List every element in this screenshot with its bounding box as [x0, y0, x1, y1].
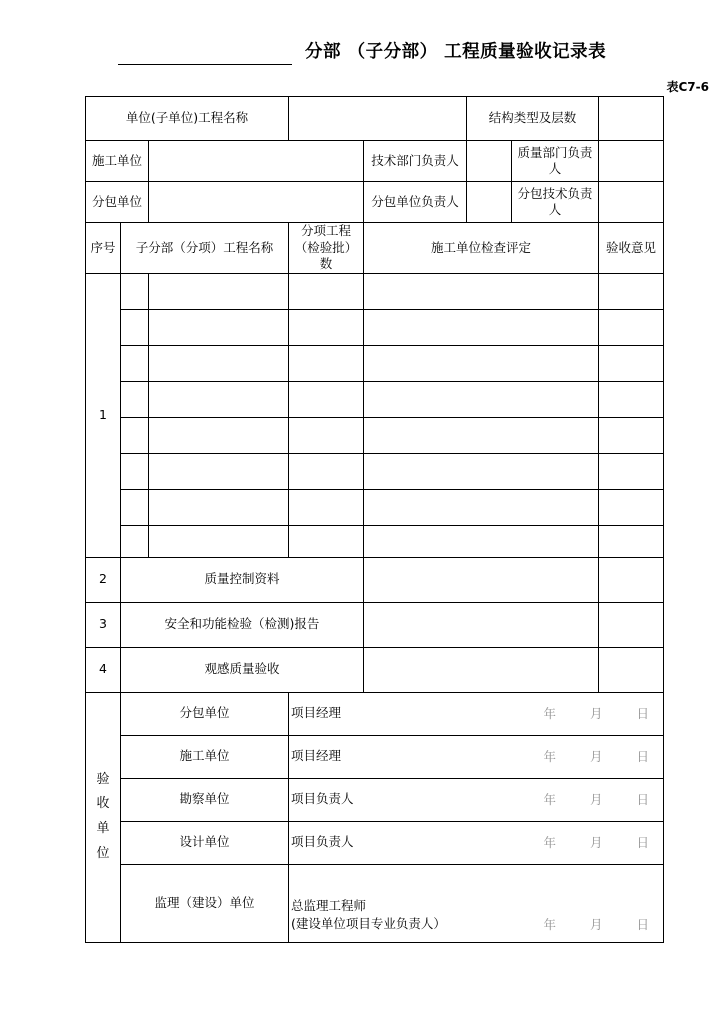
acceptance-unit-supervision: 监理（建设）单位: [121, 864, 289, 942]
date-year: 年: [543, 792, 556, 808]
acceptance-row-supervision: [86, 864, 664, 942]
row1-count-1[interactable]: [289, 273, 364, 309]
row1-count-8[interactable]: [289, 525, 364, 557]
col-header-seq: 序号: [86, 223, 121, 274]
row1-evaluation-2[interactable]: [364, 309, 599, 345]
row1-evaluation-5[interactable]: [364, 417, 599, 453]
row1-opinion-5[interactable]: [599, 417, 664, 453]
row1-count-3[interactable]: [289, 345, 364, 381]
subcontractor-head-label: 分包单位负责人: [364, 182, 467, 223]
row1-evaluation-4[interactable]: [364, 381, 599, 417]
acceptance-record-table: [85, 96, 664, 943]
acceptance-signature-survey[interactable]: [289, 778, 664, 821]
row1-name-4[interactable]: [149, 381, 289, 417]
row1-sub-mark-1[interactable]: [121, 273, 149, 309]
row1-opinion-3[interactable]: [599, 345, 664, 381]
row1-name-1[interactable]: [149, 273, 289, 309]
acceptance-group-char-4: 位: [96, 845, 110, 861]
table-column-headers: [86, 223, 664, 274]
construction-unit-label: 施工单位: [86, 141, 149, 182]
date-year: 年: [543, 706, 556, 722]
date-day: 日: [636, 749, 650, 765]
row-seq-1: 1: [86, 273, 121, 557]
row1-evaluation-7[interactable]: [364, 489, 599, 525]
row-seq-3: 3: [86, 602, 121, 647]
table-row: [86, 309, 664, 345]
acceptance-row-construction: [86, 735, 664, 778]
date-year: 年: [543, 749, 556, 765]
date-month: 月: [589, 792, 603, 808]
acceptance-role-design: 项目负责人: [291, 834, 354, 850]
date-year: 年: [543, 835, 556, 851]
row-evaluation-3[interactable]: [364, 602, 599, 647]
page-title: 分部 （子分部） 工程质量验收记录表: [305, 42, 607, 62]
row1-opinion-1[interactable]: [599, 273, 664, 309]
row-name-2: 质量控制资料: [121, 557, 364, 602]
row-seq-2: 2: [86, 557, 121, 602]
acceptance-signature-subcontractor[interactable]: [289, 692, 664, 735]
acceptance-unit-construction: 施工单位: [121, 735, 289, 778]
date-year: 年: [543, 917, 556, 932]
subcontractor-label: 分包单位: [86, 182, 149, 223]
quality-dept-head-value[interactable]: [599, 141, 664, 182]
subcontractor-tech-head-label: 分包技术负责人: [512, 182, 599, 223]
subcontractor-head-value[interactable]: [467, 182, 512, 223]
row-project-name: [86, 97, 664, 141]
col-header-name: 子分部（分项）工程名称: [121, 223, 289, 274]
date-month: 月: [589, 706, 603, 722]
row1-count-6[interactable]: [289, 453, 364, 489]
row1-evaluation-6[interactable]: [364, 453, 599, 489]
acceptance-role-construction: 项目经理: [291, 748, 342, 764]
acceptance-signature-supervision[interactable]: [289, 864, 664, 942]
table-row: [86, 557, 664, 602]
col-header-evaluation: 施工单位检查评定: [364, 223, 599, 274]
row1-opinion-2[interactable]: [599, 309, 664, 345]
table-row: [86, 381, 664, 417]
row1-name-8[interactable]: [149, 525, 289, 557]
acceptance-signature-construction[interactable]: [289, 735, 664, 778]
row1-sub-mark-4[interactable]: [121, 381, 149, 417]
row1-sub-mark-6[interactable]: [121, 453, 149, 489]
table-row: [86, 417, 664, 453]
row-evaluation-2[interactable]: [364, 557, 599, 602]
table-row: [86, 453, 664, 489]
row1-name-7[interactable]: [149, 489, 289, 525]
acceptance-unit-subcontractor: 分包单位: [121, 692, 289, 735]
project-name-value[interactable]: [289, 97, 467, 141]
table-row: [86, 525, 664, 557]
row1-name-2[interactable]: [149, 309, 289, 345]
row1-sub-mark-3[interactable]: [121, 345, 149, 381]
table-row: [86, 345, 664, 381]
date-day: 日: [636, 835, 650, 851]
acceptance-group-char-3: 单: [96, 821, 110, 836]
form-code-label: 表C7-6: [666, 80, 709, 94]
table-row: [86, 273, 664, 309]
row1-count-7[interactable]: [289, 489, 364, 525]
row1-opinion-4[interactable]: [599, 381, 664, 417]
acceptance-row-subcontractor: [86, 692, 664, 735]
row-name-3: 安全和功能检验（检测)报告: [121, 602, 364, 647]
table-row: [86, 489, 664, 525]
row1-sub-mark-8[interactable]: [121, 525, 149, 557]
row1-opinion-8[interactable]: [599, 525, 664, 557]
title-area: [0, 38, 721, 72]
col-header-count: 分项工程（检验批）数: [289, 223, 364, 274]
acceptance-signature-design[interactable]: [289, 821, 664, 864]
row1-evaluation-1[interactable]: [364, 273, 599, 309]
row-evaluation-4[interactable]: [364, 647, 599, 692]
row1-opinion-6[interactable]: [599, 453, 664, 489]
row1-name-3[interactable]: [149, 345, 289, 381]
acceptance-group-label: [86, 692, 121, 942]
row1-count-2[interactable]: [289, 309, 364, 345]
row1-count-5[interactable]: [289, 417, 364, 453]
acceptance-role-supervision: 总监理工程师: [291, 898, 367, 914]
acceptance-unit-design: 设计单位: [121, 821, 289, 864]
acceptance-group-char-2: 收: [96, 796, 110, 812]
col-header-opinion: 验收意见: [599, 223, 664, 274]
acceptance-role-subcontractor: 项目经理: [291, 705, 342, 721]
acceptance-role-survey: 项目负责人: [291, 791, 354, 807]
date-month: 月: [589, 749, 603, 765]
row-subcontractor: [86, 182, 664, 223]
quality-dept-head-label: 质量部门负责人: [512, 141, 599, 182]
row-seq-4: 4: [86, 647, 121, 692]
row1-opinion-7[interactable]: [599, 489, 664, 525]
row1-sub-mark-2[interactable]: [121, 309, 149, 345]
row-opinion-3[interactable]: [599, 602, 664, 647]
row-name-4: 观感质量验收: [121, 647, 364, 692]
date-day: 日: [636, 706, 650, 722]
row1-name-5[interactable]: [149, 417, 289, 453]
structure-type-label: 结构类型及层数: [467, 97, 599, 141]
subcontractor-tech-head-value[interactable]: [599, 182, 664, 223]
row1-evaluation-8[interactable]: [364, 525, 599, 557]
row-construction-unit: [86, 141, 664, 182]
table-row: [86, 602, 664, 647]
date-month: 月: [589, 917, 603, 932]
title-blank-underline: [118, 64, 292, 65]
row1-evaluation-3[interactable]: [364, 345, 599, 381]
acceptance-row-survey: [86, 778, 664, 821]
tech-dept-head-label: 技术部门负责人: [364, 141, 467, 182]
date-day: 日: [636, 917, 650, 932]
construction-unit-value[interactable]: [149, 141, 364, 182]
row1-name-6[interactable]: [149, 453, 289, 489]
acceptance-role-supervision-alt: (建设单位项目专业负责人）: [291, 916, 446, 932]
acceptance-unit-survey: 勘察单位: [121, 778, 289, 821]
row-opinion-2[interactable]: [599, 557, 664, 602]
table-row: [86, 647, 664, 692]
tech-dept-head-value[interactable]: [467, 141, 512, 182]
row-opinion-4[interactable]: [599, 647, 664, 692]
row1-sub-mark-7[interactable]: [121, 489, 149, 525]
acceptance-group-char-1: 验: [96, 771, 110, 787]
subcontractor-value[interactable]: [149, 182, 364, 223]
project-name-label: 单位(子单位)工程名称: [86, 97, 289, 141]
row1-sub-mark-5[interactable]: [121, 417, 149, 453]
structure-type-value[interactable]: [599, 97, 664, 141]
acceptance-row-design: [86, 821, 664, 864]
date-month: 月: [589, 835, 603, 851]
row1-count-4[interactable]: [289, 381, 364, 417]
date-day: 日: [636, 792, 650, 808]
